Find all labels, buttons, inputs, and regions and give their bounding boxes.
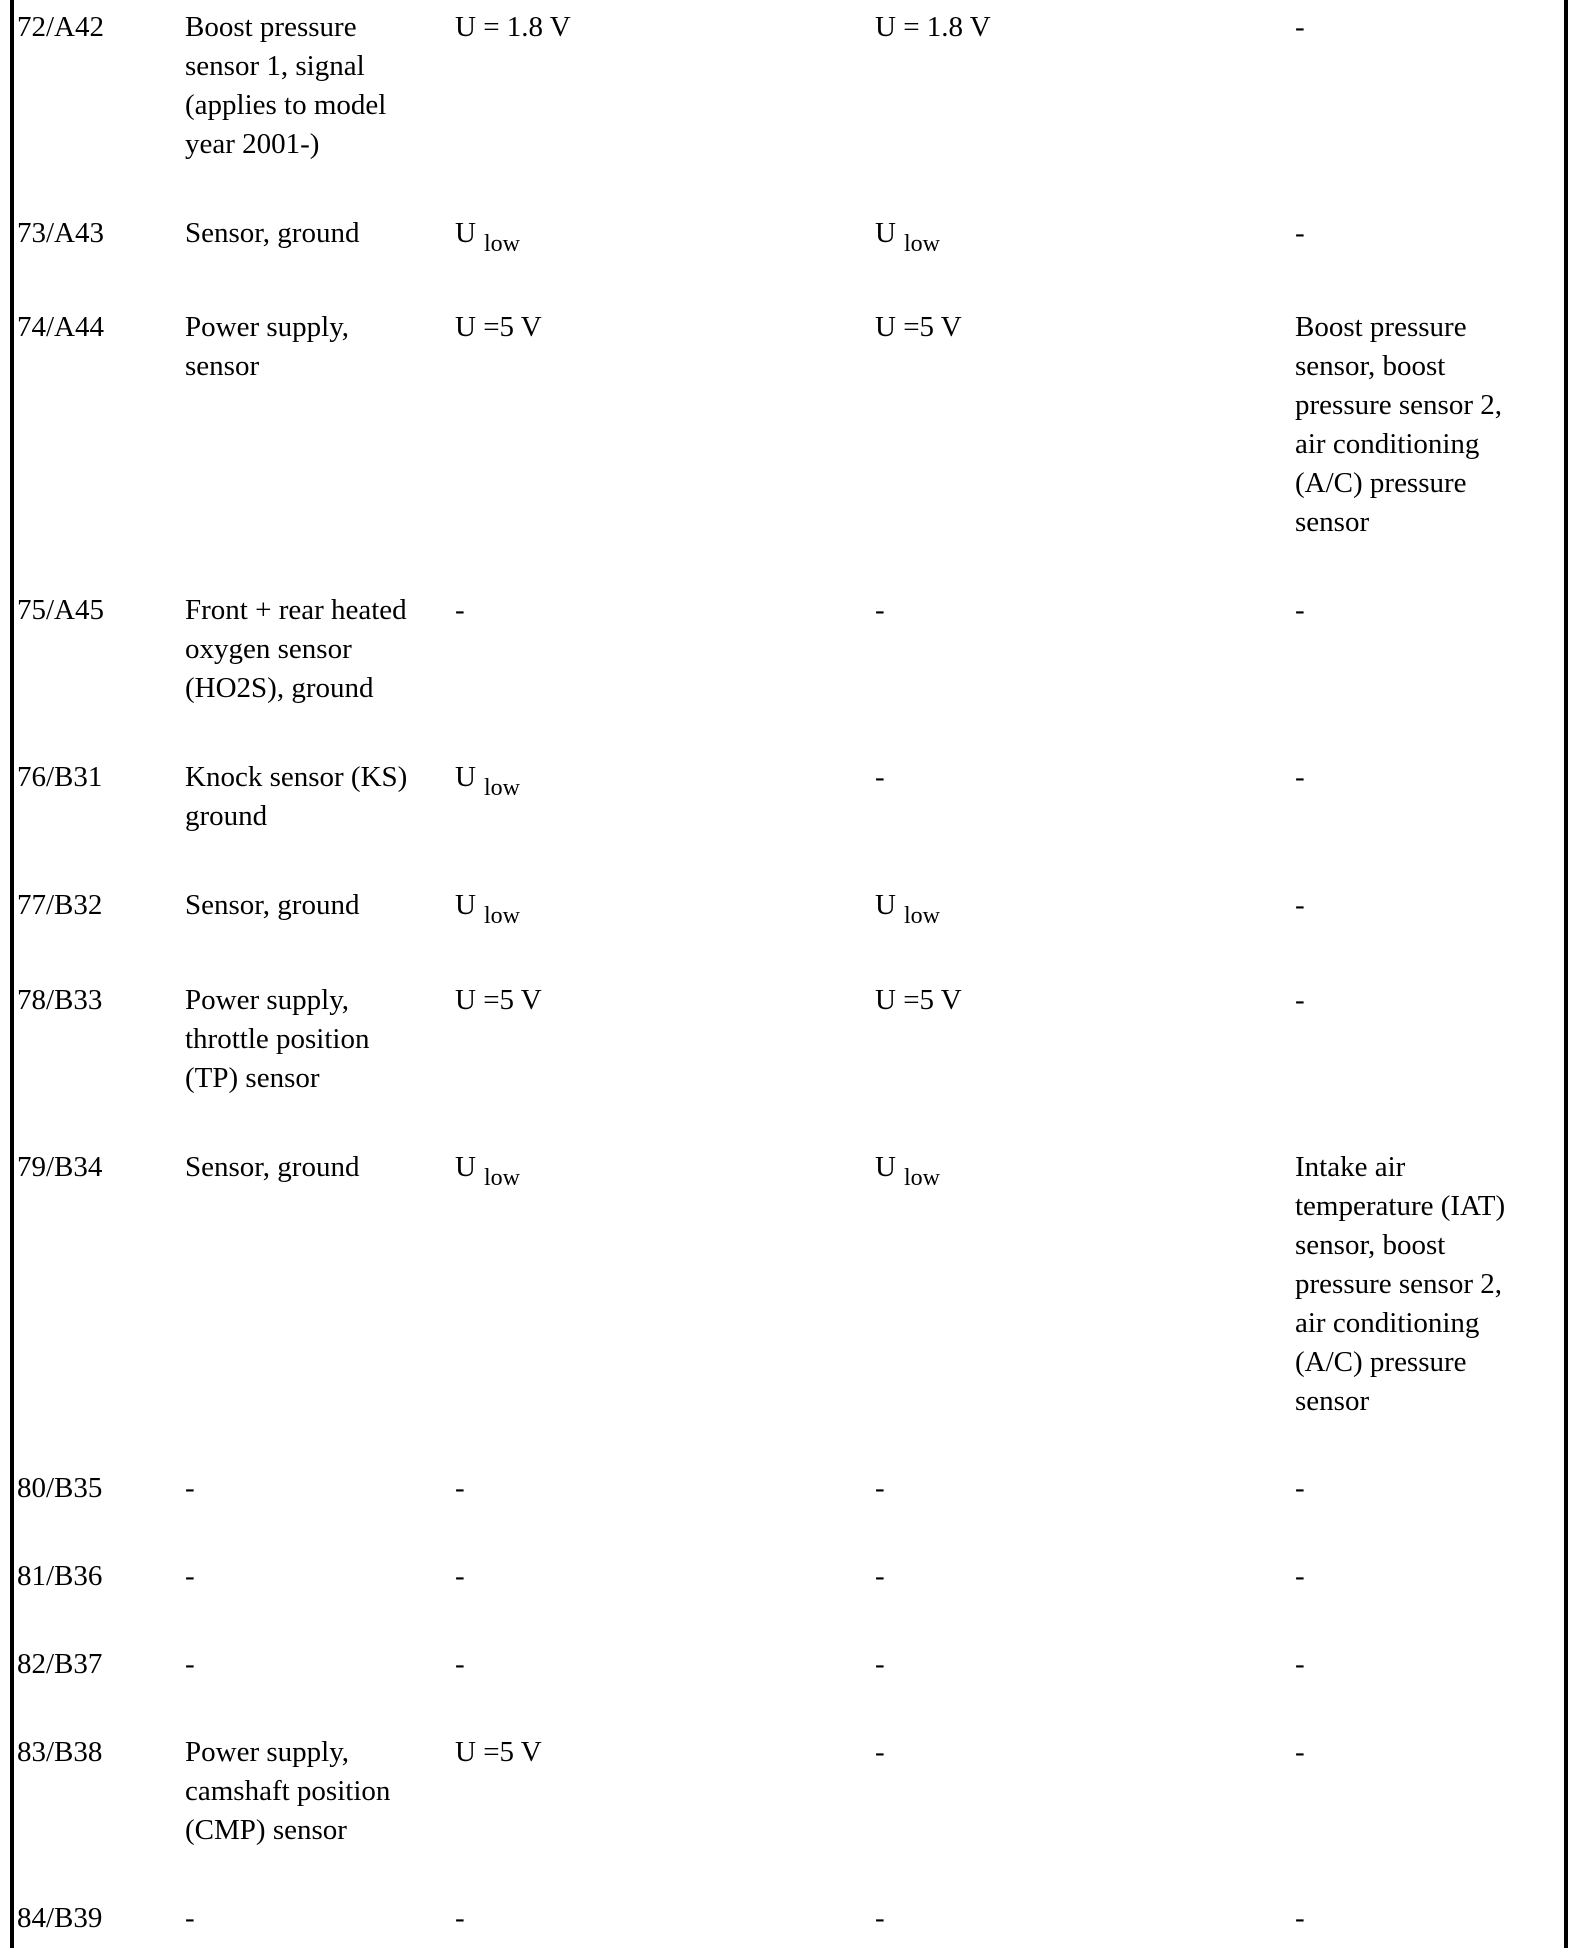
pin-cell: 74/A44 <box>17 311 104 343</box>
pin-cell: 81/B36 <box>17 1560 103 1592</box>
value-cell-2: U =5 V <box>875 311 962 343</box>
value-subscript: low <box>483 1165 520 1191</box>
value-cell-1: U = 1.8 V <box>455 11 571 43</box>
value-cell-2: U =5 V <box>875 984 962 1016</box>
value-cell-2 <box>875 1148 1275 1191</box>
note-cell: - <box>1295 984 1305 1016</box>
description-cell: Power supply, camshaft position (CMP) sensor <box>185 1736 391 1846</box>
pin-cell: 84/B39 <box>17 1902 103 1934</box>
value-cell-1: - <box>455 594 465 626</box>
note-cell: - <box>1295 594 1305 626</box>
value-subscript: low <box>483 775 520 801</box>
value-cell-1: - <box>455 1472 465 1504</box>
value-main: U <box>875 217 896 249</box>
value-cell-2 <box>875 886 1275 929</box>
value-cell-2: - <box>875 761 885 793</box>
value-cell-1: U =5 V <box>455 1736 542 1768</box>
note-cell: - <box>1295 1560 1305 1592</box>
value-cell-1: U =5 V <box>455 311 542 343</box>
value-cell-2: - <box>875 594 885 626</box>
value-cell-1 <box>455 886 855 929</box>
value-cell-1: U =5 V <box>455 984 542 1016</box>
value-cell-1 <box>455 758 855 801</box>
description-cell: Knock sensor (KS) ground <box>185 761 408 832</box>
description-cell: Power supply, sensor <box>185 311 350 382</box>
value-cell-1: - <box>455 1902 465 1934</box>
pin-cell: 72/A42 <box>17 11 104 43</box>
description-cell: Boost pressure sensor 1, signal (applies to model year 2001-) <box>185 11 387 160</box>
value-main: U <box>875 889 896 921</box>
note-cell: - <box>1295 1736 1305 1768</box>
value-subscript: low <box>903 231 940 257</box>
note-cell: - <box>1295 761 1305 793</box>
note-cell: - <box>1295 217 1305 249</box>
table-left-border <box>10 0 14 1948</box>
value-subscript: low <box>483 231 520 257</box>
note-cell: - <box>1295 1902 1305 1934</box>
value-cell-2 <box>875 214 1275 257</box>
value-main: U <box>875 1151 896 1183</box>
value-subscript: low <box>483 903 520 929</box>
value-cell-2: - <box>875 1472 885 1504</box>
value-main: U <box>455 889 476 921</box>
note-cell: Boost pressure sensor, boost pressure sensor 2, air conditioning (A/C) pressure sensor <box>1295 311 1502 538</box>
value-cell-1 <box>455 1148 855 1191</box>
value-cell-2: U = 1.8 V <box>875 11 991 43</box>
note-cell: - <box>1295 1472 1305 1504</box>
value-subscript: low <box>903 903 940 929</box>
value-cell-2: - <box>875 1560 885 1592</box>
note-cell: - <box>1295 11 1305 43</box>
pin-cell: 82/B37 <box>17 1648 103 1680</box>
value-main: U <box>455 217 476 249</box>
note-cell: Intake air temperature (IAT) sensor, boost pressure sensor 2, air conditioning (A/C) pressure sensor <box>1295 1151 1506 1417</box>
note-cell: - <box>1295 1648 1305 1680</box>
description-cell: Sensor, ground <box>185 1151 360 1183</box>
description-cell: - <box>185 1560 195 1592</box>
value-cell-2: - <box>875 1736 885 1768</box>
pin-cell: 83/B38 <box>17 1736 103 1768</box>
table-right-border <box>1564 0 1568 1948</box>
note-cell: - <box>1295 889 1305 921</box>
value-subscript: low <box>903 1165 940 1191</box>
pin-cell: 80/B35 <box>17 1472 103 1504</box>
value-cell-2: - <box>875 1902 885 1934</box>
pin-cell: 78/B33 <box>17 984 103 1016</box>
pin-cell: 73/A43 <box>17 217 104 249</box>
value-cell-2: - <box>875 1648 885 1680</box>
pin-cell: 79/B34 <box>17 1151 103 1183</box>
value-cell-1: - <box>455 1648 465 1680</box>
description-cell: Sensor, ground <box>185 889 360 921</box>
value-main: U <box>455 761 476 793</box>
description-cell: - <box>185 1648 195 1680</box>
pin-cell: 77/B32 <box>17 889 103 921</box>
description-cell: - <box>185 1902 195 1934</box>
value-main: U <box>455 1151 476 1183</box>
pin-cell: 76/B31 <box>17 761 103 793</box>
description-cell: Sensor, ground <box>185 217 360 249</box>
description-cell: Power supply, throttle position (TP) sensor <box>185 984 370 1094</box>
value-cell-1: - <box>455 1560 465 1592</box>
value-cell-1 <box>455 214 855 257</box>
pin-cell: 75/A45 <box>17 594 104 626</box>
description-cell: Front + rear heated oxygen sensor (HO2S), ground <box>185 594 407 704</box>
description-cell: - <box>185 1472 195 1504</box>
